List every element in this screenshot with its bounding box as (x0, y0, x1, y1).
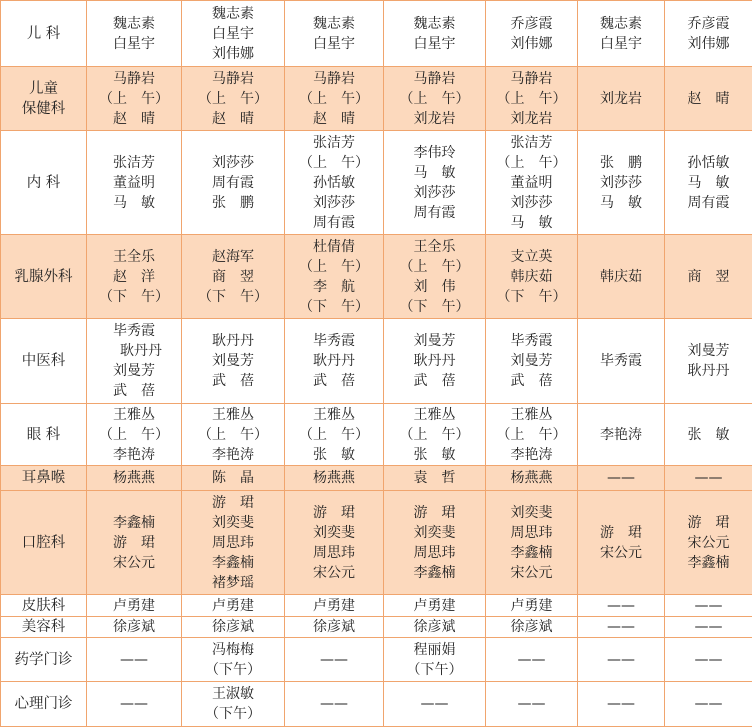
doctor-cell: 冯梅梅 （下午） (182, 638, 285, 682)
department-name: 心理门诊 (1, 682, 87, 727)
doctor-cell: 徐彦斌 (87, 617, 182, 638)
doctor-cell: 魏志素 白星宇 (578, 1, 665, 67)
doctor-cell: 徐彦斌 (182, 617, 285, 638)
doctor-cell: 赵 晴 (665, 67, 752, 131)
doctor-cell: 卢勇建 (384, 595, 486, 617)
doctor-cell: 毕秀霞 耿丹丹 刘曼芳 武 蓓 (87, 319, 182, 404)
doctor-cell: 李伟玲 马 敏 刘莎莎 周有霞 (384, 131, 486, 235)
doctor-cell: 程丽娟 （下午） (384, 638, 486, 682)
doctor-cell: 张 敏 (665, 404, 752, 466)
doctor-cell: 王雅丛 （上 午） 张 敏 (384, 404, 486, 466)
doctor-cell: 马静岩 （上 午） 赵 晴 (182, 67, 285, 131)
doctor-cell: 游 珺 刘奕斐 周思玮 宋公元 (285, 491, 384, 595)
schedule-row-dermatology (1, 595, 752, 617)
doctor-cell: 马静岩 （上 午） 赵 晴 (87, 67, 182, 131)
doctor-cell: 王雅丛 （上 午） 李艳涛 (182, 404, 285, 466)
doctor-cell: —— (486, 638, 578, 682)
schedule-row-ent (1, 466, 752, 491)
doctor-cell: 支立英 韩庆茹 （下 午） (486, 235, 578, 319)
doctor-cell: 毕秀霞 (578, 319, 665, 404)
doctor-cell: 徐彦斌 (486, 617, 578, 638)
doctor-cell: 李艳涛 (578, 404, 665, 466)
doctor-cell: 毕秀霞 耿丹丹 武 蓓 (285, 319, 384, 404)
doctor-cell: 张洁芳 （上 午） 孙恬敏 刘莎莎 周有霞 (285, 131, 384, 235)
department-name: 口腔科 (1, 491, 87, 595)
doctor-cell: 袁 哲 (384, 466, 486, 491)
doctor-cell: —— (486, 682, 578, 727)
schedule-row-stomatology (1, 491, 752, 595)
doctor-cell: —— (578, 595, 665, 617)
doctor-cell: 毕秀霞 刘曼芳 武 蓓 (486, 319, 578, 404)
doctor-cell: —— (665, 466, 752, 491)
doctor-cell: —— (578, 466, 665, 491)
doctor-cell: 卢勇建 (182, 595, 285, 617)
department-name: 眼 科 (1, 404, 87, 466)
schedule-body (1, 1, 752, 727)
doctor-cell: 卢勇建 (486, 595, 578, 617)
department-name: 皮肤科 (1, 595, 87, 617)
schedule-row-cosmetology (1, 617, 752, 638)
doctor-cell: 马静岩 （上 午） 刘龙岩 (384, 67, 486, 131)
doctor-cell: —— (384, 682, 486, 727)
schedule-row-pharmacy-clinic (1, 638, 752, 682)
doctor-cell: 王全乐 赵 洋 （下 午） (87, 235, 182, 319)
doctor-cell: 李鑫楠 游 珺 宋公元 (87, 491, 182, 595)
doctor-cell: —— (285, 682, 384, 727)
department-name: 中医科 (1, 319, 87, 404)
doctor-cell: 王雅丛 （上 午） 张 敏 (285, 404, 384, 466)
doctor-cell: 卢勇建 (87, 595, 182, 617)
department-name: 内 科 (1, 131, 87, 235)
doctor-cell: —— (87, 682, 182, 727)
schedule-row-pediatrics (1, 1, 752, 67)
doctor-cell: 徐彦斌 (285, 617, 384, 638)
doctor-cell: 游 珺 刘奕斐 周思玮 李鑫楠 褚梦瑶 (182, 491, 285, 595)
doctor-cell: —— (578, 682, 665, 727)
doctor-cell: 游 珺 宋公元 李鑫楠 (665, 491, 752, 595)
department-name: 儿童 保健科 (1, 67, 87, 131)
doctor-cell: 商 翌 (665, 235, 752, 319)
doctor-cell: 徐彦斌 (384, 617, 486, 638)
schedule-row-child-health (1, 67, 752, 131)
schedule-row-breast-surgery (1, 235, 752, 319)
schedule-row-psychology-clinic (1, 682, 752, 727)
doctor-cell: 王淑敏 （下午） (182, 682, 285, 727)
department-name: 乳腺外科 (1, 235, 87, 319)
doctor-cell: 陈 晶 (182, 466, 285, 491)
doctor-cell: 刘龙岩 (578, 67, 665, 131)
department-name: 耳鼻喉 (1, 466, 87, 491)
doctor-cell: —— (665, 595, 752, 617)
doctor-cell: 游 珺 刘奕斐 周思玮 李鑫楠 (384, 491, 486, 595)
doctor-cell: 张 鹏 刘莎莎 马 敏 (578, 131, 665, 235)
doctor-cell: 张洁芳 （上 午） 董益明 刘莎莎 马 敏 (486, 131, 578, 235)
doctor-cell: 马静岩 （上 午） 赵 晴 (285, 67, 384, 131)
schedule-row-ophthalmology (1, 404, 752, 466)
doctor-cell: 杨燕燕 (486, 466, 578, 491)
doctor-cell: 张洁芳 董益明 马 敏 (87, 131, 182, 235)
doctor-cell: 魏志素 白星宇 (384, 1, 486, 67)
doctor-cell: 刘曼芳 耿丹丹 武 蓓 (384, 319, 486, 404)
doctor-cell: 马静岩 （上 午） 刘龙岩 (486, 67, 578, 131)
doctor-cell: —— (578, 617, 665, 638)
doctor-cell: 王全乐 （上 午） 刘 伟 （下 午） (384, 235, 486, 319)
schedule-row-tcm (1, 319, 752, 404)
doctor-cell: 刘莎莎 周有霞 张 鹏 (182, 131, 285, 235)
department-name: 美容科 (1, 617, 87, 638)
doctor-cell: 魏志素 白星宇 刘伟娜 (182, 1, 285, 67)
doctor-cell: 杨燕燕 (87, 466, 182, 491)
doctor-cell: —— (665, 617, 752, 638)
doctor-cell: 魏志素 白星宇 (87, 1, 182, 67)
doctor-cell: 杜倩倩 （上 午） 李 航 （下 午） (285, 235, 384, 319)
doctor-cell: —— (285, 638, 384, 682)
doctor-cell: 刘奕斐 周思玮 李鑫楠 宋公元 (486, 491, 578, 595)
doctor-cell: 赵海军 商 翌 （下 午） (182, 235, 285, 319)
doctor-cell: —— (665, 682, 752, 727)
doctor-cell: —— (665, 638, 752, 682)
doctor-cell: 韩庆茹 (578, 235, 665, 319)
doctor-cell: 游 珺 宋公元 (578, 491, 665, 595)
doctor-cell: 王雅丛 （上 午） 李艳涛 (87, 404, 182, 466)
doctor-cell: 杨燕燕 (285, 466, 384, 491)
doctor-cell: —— (87, 638, 182, 682)
doctor-cell: 王雅丛 （上 午） 李艳涛 (486, 404, 578, 466)
doctor-cell: 刘曼芳 耿丹丹 (665, 319, 752, 404)
doctor-cell: —— (578, 638, 665, 682)
department-name: 儿 科 (1, 1, 87, 67)
schedule-row-internal-medicine (1, 131, 752, 235)
doctor-cell: 孙恬敏 马 敏 周有霞 (665, 131, 752, 235)
doctor-cell: 魏志素 白星宇 (285, 1, 384, 67)
doctor-cell: 卢勇建 (285, 595, 384, 617)
doctor-cell: 乔彦霞 刘伟娜 (486, 1, 578, 67)
department-name: 药学门诊 (1, 638, 87, 682)
doctor-cell: 乔彦霞 刘伟娜 (665, 1, 752, 67)
doctor-cell: 耿丹丹 刘曼芳 武 蓓 (182, 319, 285, 404)
